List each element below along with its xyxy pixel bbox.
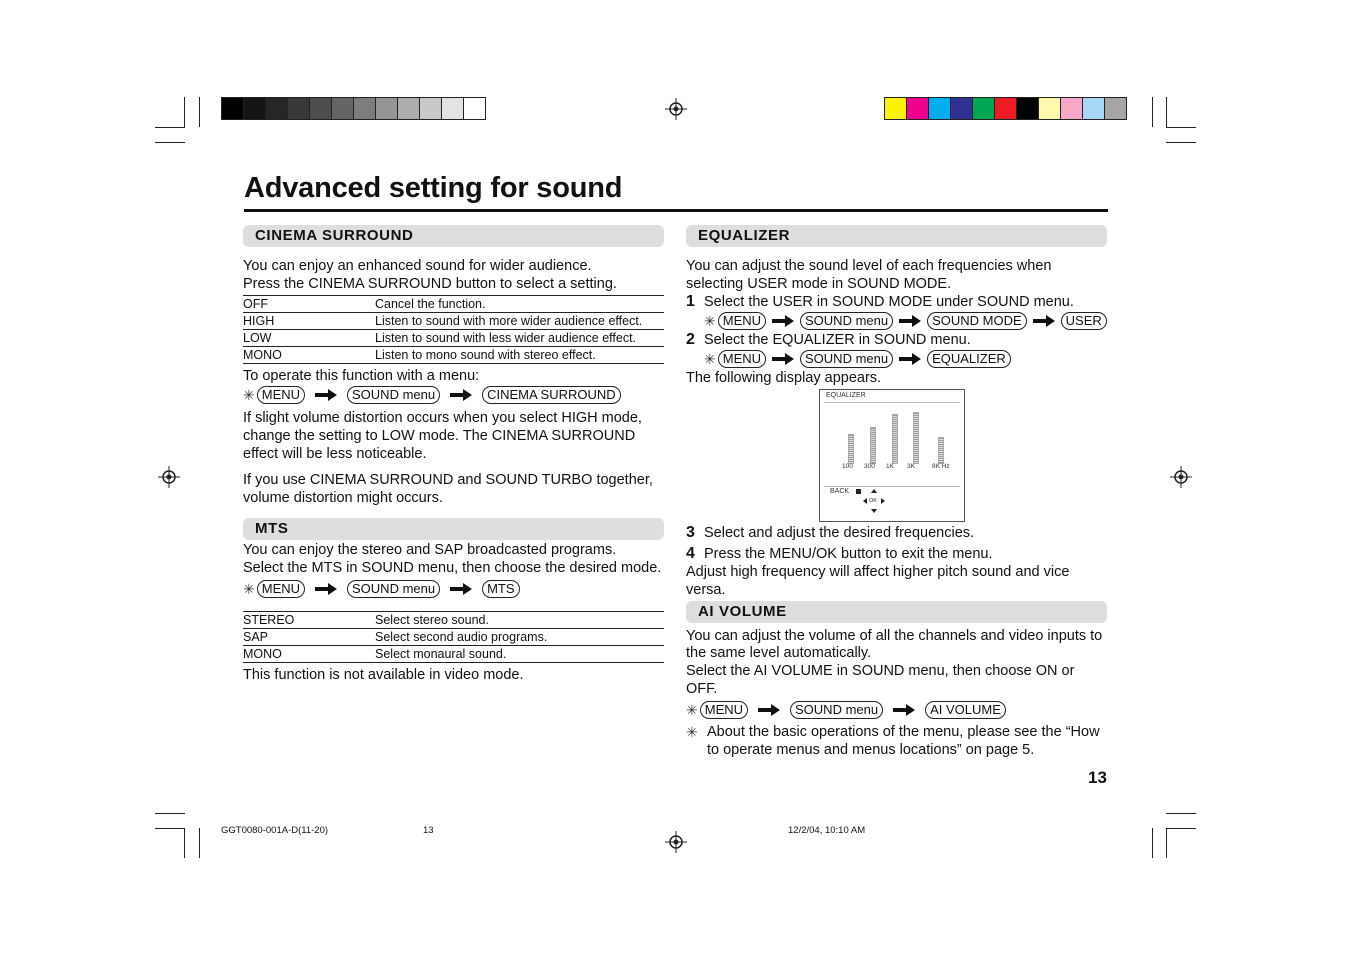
- table-row: [243, 347, 664, 364]
- option-key: LOW: [243, 330, 375, 347]
- menu-pill: MENU: [718, 350, 766, 368]
- color-swatch: [266, 98, 288, 119]
- equalizer-band-bar: [870, 427, 876, 464]
- arrow-right-icon: [893, 704, 915, 716]
- registration-mark-icon: [665, 98, 687, 120]
- registration-mark-icon: [158, 466, 180, 488]
- page-number: 13: [1088, 768, 1107, 787]
- color-swatch: [376, 98, 398, 119]
- color-swatch: [1061, 98, 1083, 119]
- option-key: STEREO: [243, 612, 375, 629]
- option-desc: Select second audio programs.: [375, 629, 664, 646]
- equalizer-band-label: 3K: [907, 463, 915, 470]
- registration-mark-icon: [1170, 466, 1192, 488]
- menu-pill: SOUND menu: [800, 350, 893, 368]
- table-row: [243, 646, 664, 663]
- star-icon: ✳: [704, 313, 716, 329]
- equalizer-band-label: 8K Hz: [932, 463, 950, 470]
- option-desc: Listen to sound with more wider audience effect.: [375, 313, 664, 330]
- color-swatch: [310, 98, 332, 119]
- option-desc: Cancel the function.: [375, 296, 664, 313]
- star-icon: ✳: [704, 351, 716, 367]
- title-rule: [244, 209, 1108, 212]
- footer-page: 13: [423, 825, 434, 836]
- menu-pill: MENU: [257, 386, 305, 404]
- equalizer-band-label: 300: [864, 463, 875, 470]
- menu-pill: SOUND menu: [790, 701, 883, 719]
- arrow-right-icon: [315, 389, 337, 401]
- equalizer-band-bar: [938, 437, 944, 464]
- mts-intro-1: You can enjoy the stereo and SAP broadcasted programs.: [243, 542, 617, 558]
- step-3: [686, 524, 1107, 542]
- menu-pill: SOUND menu: [347, 386, 440, 404]
- step-text: Press the MENU/OK button to exit the menu.: [704, 546, 993, 562]
- ai-volume-section: [686, 601, 1107, 720]
- option-key: OFF: [243, 296, 375, 313]
- equalizer-band-bar: [848, 434, 854, 464]
- arrow-right-icon: [450, 583, 472, 595]
- registration-mark-icon: [665, 831, 687, 853]
- star-icon: ✳: [243, 581, 255, 597]
- page-title: Advanced setting for sound: [244, 172, 623, 204]
- step-text: Select the USER in SOUND MODE under SOUND menu.: [704, 294, 1074, 310]
- mts-menu-path: [243, 579, 664, 599]
- ai-volume-intro-1: You can adjust the volume of all the channels and video inputs to the same level automatically.: [686, 628, 1103, 661]
- menu-pill: SOUND menu: [347, 580, 440, 598]
- option-key: SAP: [243, 629, 375, 646]
- option-desc: Select stereo sound.: [375, 612, 664, 629]
- equalizer-band-bar: [913, 412, 919, 464]
- mts-intro-2: Select the MTS in SOUND menu, then choose the desired mode.: [243, 560, 662, 576]
- star-icon: ✳: [686, 702, 698, 718]
- menu-pill: MENU: [257, 580, 305, 598]
- mts-options-table: [243, 611, 664, 663]
- color-swatch: [398, 98, 420, 119]
- color-swatch: [354, 98, 376, 119]
- menu-pill: AI VOLUME: [925, 701, 1006, 719]
- footer-code: GGT0080-001A-D(11-20): [221, 825, 329, 836]
- menu-pill: MENU: [700, 701, 748, 719]
- color-swatch: [973, 98, 995, 119]
- footnote: [686, 723, 1107, 759]
- arrow-right-icon: [772, 315, 794, 327]
- color-swatch: [929, 98, 951, 119]
- step-text: Select the EQUALIZER in SOUND menu.: [704, 332, 971, 348]
- table-row: [243, 330, 664, 347]
- table-row: [243, 313, 664, 330]
- menu-intro: To operate this function with a menu:: [243, 368, 480, 384]
- cinema-surround-heading: CINEMA SURROUND: [243, 225, 664, 247]
- color-swatch: [332, 98, 354, 119]
- step1-menu-path: [686, 311, 1107, 331]
- arrow-right-icon: [450, 389, 472, 401]
- cinema-intro-1: You can enjoy an enhanced sound for wider audience.: [243, 258, 592, 274]
- screen-title: EQUALIZER: [826, 392, 866, 399]
- menu-pill: MENU: [718, 312, 766, 330]
- right-column: [686, 225, 1107, 387]
- color-swatch: [288, 98, 310, 119]
- option-key: HIGH: [243, 313, 375, 330]
- color-swatch: [885, 98, 907, 119]
- stop-icon: [856, 489, 861, 494]
- table-row: [243, 296, 664, 313]
- option-desc: Select monaural sound.: [375, 646, 664, 663]
- color-swatch: [442, 98, 464, 119]
- color-swatch: [1017, 98, 1039, 119]
- ai-volume-intro-2: Select the AI VOLUME in SOUND menu, then choose ON or OFF.: [686, 663, 1075, 697]
- menu-pill: EQUALIZER: [927, 350, 1011, 368]
- step-4: [686, 545, 1107, 563]
- option-key: MONO: [243, 347, 375, 364]
- step-number: 1: [686, 293, 695, 310]
- star-icon: ✳: [243, 387, 255, 403]
- footnote-text: About the basic operations of the menu, please see the “How to operate menus and menus locations” on page 5.: [707, 724, 1100, 758]
- option-desc: Listen to sound with less wider audience effect.: [375, 330, 664, 347]
- color-swatch: [1105, 98, 1126, 119]
- equalizer-intro: You can adjust the sound level of each frequencies when selecting USER mode in SOUND MODE.: [686, 258, 1052, 292]
- step-1: [686, 293, 1107, 311]
- menu-pill: MTS: [482, 580, 519, 598]
- back-label: BACK: [830, 488, 850, 495]
- ai-volume-heading: AI VOLUME: [686, 601, 1107, 623]
- option-key: MONO: [243, 646, 375, 663]
- step-number: 2: [686, 331, 695, 348]
- menu-pill: SOUND MODE: [927, 312, 1027, 330]
- cinema-intro-2: Press the CINEMA SURROUND button to select a setting.: [243, 276, 617, 292]
- mts-heading: MTS: [243, 518, 664, 540]
- display-note: The following display appears.: [686, 370, 882, 386]
- arrow-right-icon: [772, 353, 794, 365]
- cinema-note-2: If you use CINEMA SURROUND and SOUND TURBO together, volume distortion might occurs.: [243, 472, 653, 506]
- equalizer-tail: Adjust high frequency will affect higher pitch sound and vice versa.: [686, 564, 1070, 598]
- star-icon: ✳: [686, 724, 698, 740]
- left-column: [243, 225, 664, 507]
- equalizer-band-label: 1K: [886, 463, 894, 470]
- arrow-right-icon: [899, 315, 921, 327]
- color-swatch: [222, 98, 244, 119]
- ok-label: OK: [869, 498, 877, 504]
- table-row: [243, 612, 664, 629]
- color-swatch: [951, 98, 973, 119]
- color-swatch: [995, 98, 1017, 119]
- arrow-right-icon: [1033, 315, 1055, 327]
- color-swatch: [907, 98, 929, 119]
- cinema-menu-path: [243, 385, 664, 405]
- option-desc: Listen to mono sound with stereo effect.: [375, 347, 664, 364]
- step2-menu-path: [686, 349, 1107, 369]
- cinema-note-1: If slight volume distortion occurs when you select HIGH mode, change the setting to LOW mode. The CINEMA SURROUND effect will be less noticeable.: [243, 410, 642, 462]
- arrow-right-icon: [758, 704, 780, 716]
- step-2: [686, 331, 1107, 349]
- gray-color-bar: [221, 97, 486, 120]
- menu-pill: SOUND menu: [800, 312, 893, 330]
- equalizer-band-label: 100: [842, 463, 853, 470]
- ai-volume-menu-path: [686, 700, 1107, 720]
- color-swatch: [1083, 98, 1105, 119]
- color-swatch: [244, 98, 266, 119]
- arrow-right-icon: [899, 353, 921, 365]
- color-bar: [884, 97, 1127, 120]
- footer-date: 12/2/04, 10:10 AM: [788, 825, 866, 836]
- equalizer-heading: EQUALIZER: [686, 225, 1107, 247]
- arrow-right-icon: [315, 583, 337, 595]
- menu-pill: USER: [1061, 312, 1107, 330]
- color-swatch: [464, 98, 485, 119]
- mts-section: [243, 518, 664, 684]
- equalizer-steps-cont: [686, 524, 1107, 599]
- table-row: [243, 629, 664, 646]
- equalizer-band-bar: [892, 414, 898, 464]
- color-swatch: [420, 98, 442, 119]
- step-number: 3: [686, 524, 695, 541]
- mts-note: This function is not available in video mode.: [243, 667, 524, 683]
- cinema-options-table: [243, 295, 664, 364]
- equalizer-screen: [819, 389, 965, 522]
- step-number: 4: [686, 545, 695, 562]
- color-swatch: [1039, 98, 1061, 119]
- menu-pill: CINEMA SURROUND: [482, 386, 621, 404]
- step-text: Select and adjust the desired frequencies.: [704, 525, 975, 541]
